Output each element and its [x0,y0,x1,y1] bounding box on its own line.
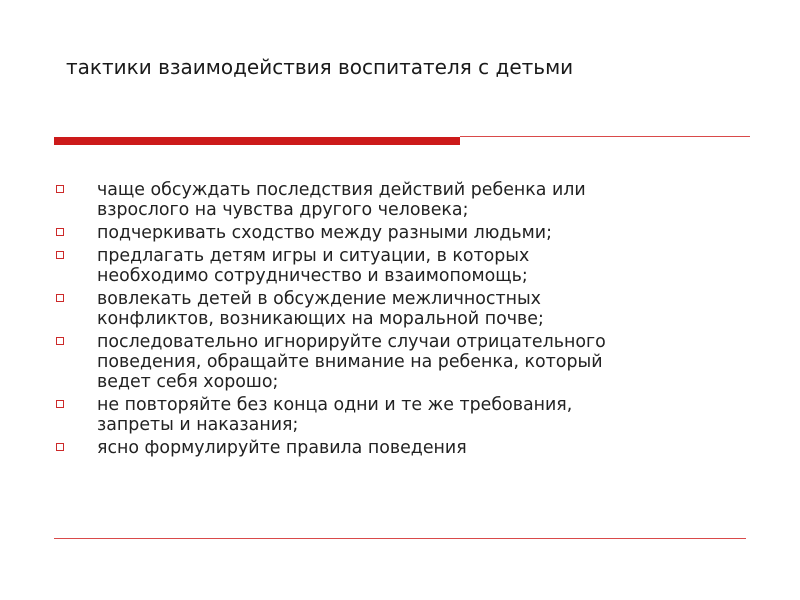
footer-divider [54,538,746,539]
list-item [56,438,756,458]
list-item [56,395,756,435]
title-divider-thick [54,137,460,145]
square-bullet-icon [56,185,64,193]
square-bullet-icon [56,337,64,345]
list-item [56,289,756,329]
list-item-text: подчеркивать сходство между разными людьми; [97,223,552,243]
square-bullet-icon [56,228,64,236]
title-divider-thin [460,136,750,137]
square-bullet-icon [56,294,64,302]
list-item-text: чаще обсуждать последствия действий ребенка или взрослого на чувства другого человека; [97,180,586,220]
bullet-list [56,180,756,461]
square-bullet-icon [56,443,64,451]
list-item-text: вовлекать детей в обсуждение межличностных конфликтов, возникающих на моральной почве; [97,289,544,329]
list-item-text: не повторяйте без конца одни и те же требования, запреты и наказания; [97,395,573,435]
list-item-text: последовательно игнорируйте случаи отрицательного поведения, обращайте внимание на ребенка, который ведет себя хорошо; [97,332,606,392]
list-item [56,332,756,392]
list-item [56,246,756,286]
slide-title: тактики взаимодействия воспитателя с детьми [66,55,574,79]
list-item [56,223,756,243]
square-bullet-icon [56,400,64,408]
list-item [56,180,756,220]
square-bullet-icon [56,251,64,259]
list-item-text: предлагать детям игры и ситуации, в которых необходимо сотрудничество и взаимопомощь; [97,246,530,286]
list-item-text: ясно формулируйте правила поведения [97,438,467,458]
